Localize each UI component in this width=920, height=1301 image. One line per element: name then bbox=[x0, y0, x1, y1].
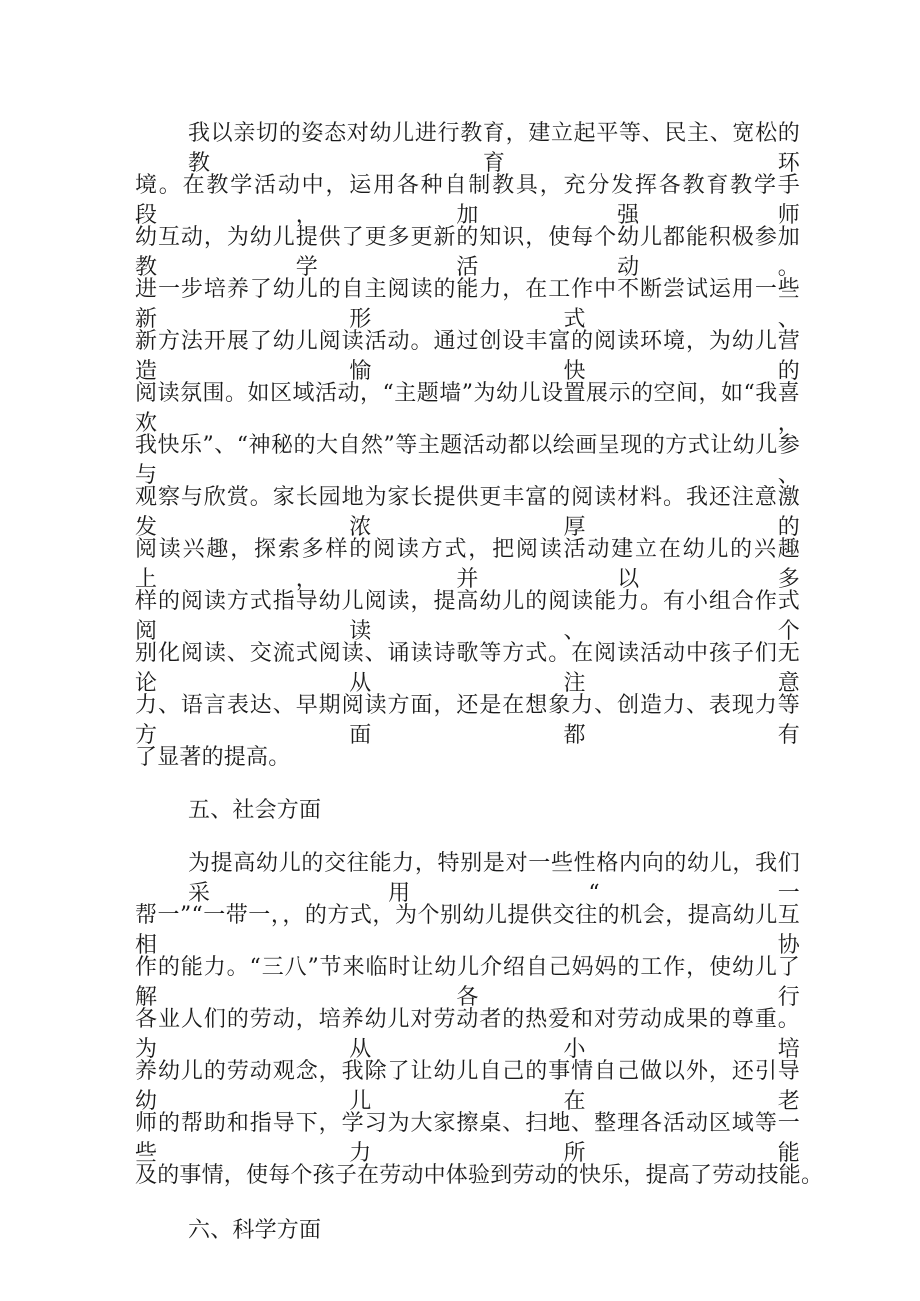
paragraph-2-line-4: 各业人们的劳动，培养幼儿对劳动者的热爱和对劳动成果的尊重。为从小培 bbox=[135, 1007, 800, 1062]
section-heading-science: 六、科学方面 bbox=[188, 1218, 322, 1243]
section-heading-social: 五、社会方面 bbox=[188, 798, 322, 823]
paragraph-2-line-7: 及的事情，使每个孩子在劳动中体验到劳动的快乐，提高了劳动技能。 bbox=[135, 1163, 824, 1188]
paragraph-1-line-4: 进一步培养了幼儿的自主阅读的能力，在工作中不断尝试运用一些新形式、 bbox=[135, 277, 800, 332]
paragraph-1-line-8: 观察与欣赏。家长园地为家长提供更丰富的阅读材料。我还注意激发浓厚的 bbox=[135, 485, 800, 540]
paragraph-1-line-12: 力、语言表达、早期阅读方面，还是在想象力、创造力、表现力等方面都有 bbox=[135, 693, 800, 748]
paragraph-2-line-5: 养幼儿的劳动观念，我除了让幼儿自己的事情自己做以外，还引导幼儿在老 bbox=[135, 1059, 800, 1114]
paragraph-2-line-1: 为提高幼儿的交往能力，特别是对一些性格内向的幼儿，我们采用“一 bbox=[188, 851, 800, 906]
paragraph-1-line-13: 了显著的提高。 bbox=[135, 745, 291, 770]
paragraph-2-line-6: 师的帮助和指导下，学习为大家擦桌、扫地、整理各活动区域等一些力所能 bbox=[135, 1111, 800, 1166]
paragraph-1-line-9: 阅读兴趣，探索多样的阅读方式，把阅读活动建立在幼儿的兴趣上，并以多 bbox=[135, 537, 800, 592]
paragraph-1-line-3: 幼互动，为幼儿提供了更多更新的知识，使每个幼儿都能积极参加教学活动。 bbox=[135, 225, 800, 280]
paragraph-1-line-2: 境。在教学活动中，运用各种自制教具，充分发挥各教育教学手段，加强师 bbox=[135, 173, 800, 228]
paragraph-1-line-10: 样的阅读方式指导幼儿阅读，提高幼儿的阅读能力。有小组合作式阅读、个 bbox=[135, 589, 800, 644]
paragraph-1-line-11: 别化阅读、交流式阅读、诵读诗歌等方式。在阅读活动中孩子们无论从注意 bbox=[135, 641, 800, 696]
paragraph-1-line-6: 阅读氛围。如区域活动，“主题墙”为幼儿设置展示的空间，如“我喜欢， bbox=[135, 381, 800, 436]
paragraph-1-line-7: 我快乐”、“神秘的大自然”等主题活动都以绘画呈现的方式让幼儿参与、 bbox=[135, 433, 800, 488]
paragraph-2-line-3: 作的能力。“三八”节来临时让幼儿介绍自己妈妈的工作，使幼儿了解各行 bbox=[135, 955, 800, 1010]
paragraph-1-line-1: 我以亲切的姿态对幼儿进行教育，建立起平等、民主、宽松的教育环 bbox=[188, 121, 800, 176]
paragraph-2-line-2: 帮一”“一带一，，的方式，为个别幼儿提供交往的机会，提高幼儿互相协 bbox=[135, 903, 800, 958]
paragraph-1-line-5: 新方法开展了幼儿阅读活动。通过创设丰富的阅读环境，为幼儿营造愉快的 bbox=[135, 329, 800, 384]
